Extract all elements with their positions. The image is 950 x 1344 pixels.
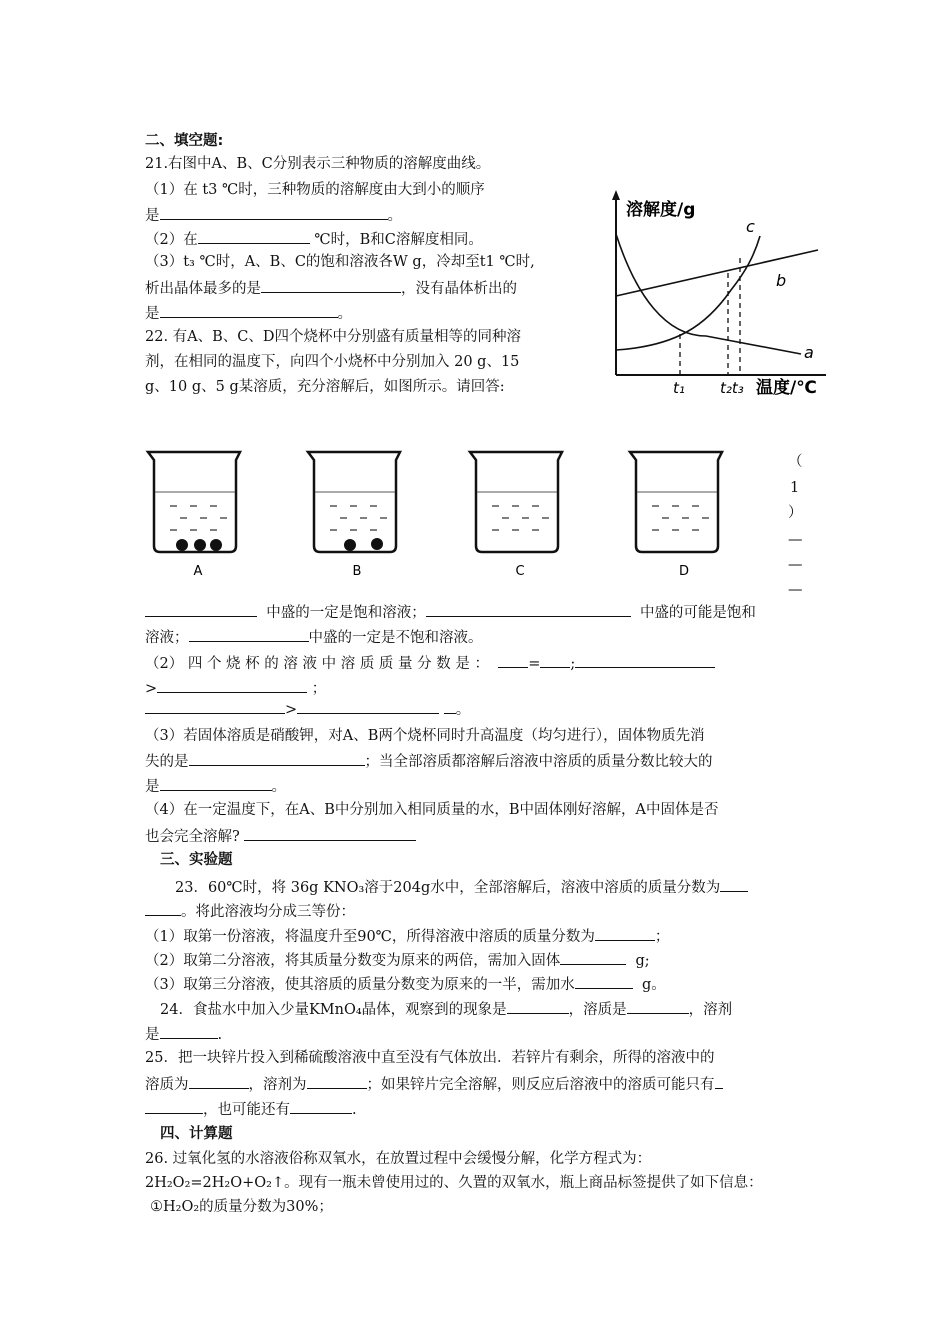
t1-label: t₁	[673, 379, 685, 397]
answer-blank[interactable]	[507, 998, 569, 1014]
q22-part2-line1: （2） 四 个 烧 杯 的 溶 液 中 溶 质 质 量 分 数 是 ： = ;	[145, 652, 715, 674]
q21-part2: （2）在 ℃时，B和C溶解度相同。	[145, 228, 483, 250]
q24-line2: 是 .	[145, 1023, 222, 1045]
answer-blank[interactable]	[160, 204, 388, 220]
q22-part1-line2: 溶液； 中盛的一定是不饱和溶液。	[145, 626, 483, 648]
side-mark: ）	[788, 505, 803, 521]
answer-blank[interactable]	[627, 998, 689, 1014]
q26-line1: 26. 过氧化氢的水溶液俗称双氧水，在放置过程中会缓慢分解，化学方程式为：	[145, 1151, 652, 1167]
answer-blank[interactable]	[189, 1073, 249, 1089]
answer-blank[interactable]	[715, 1073, 723, 1089]
answer-blank[interactable]	[244, 825, 416, 841]
answer-blank[interactable]	[160, 302, 338, 318]
answer-blank[interactable]	[261, 277, 401, 293]
answer-blank[interactable]	[540, 652, 570, 668]
beaker-c	[470, 452, 562, 579]
section-2-title: 二、填空题:	[145, 133, 224, 149]
section-4-title: 四、计算题	[160, 1126, 233, 1142]
answer-blank[interactable]	[198, 228, 310, 244]
answer-blank[interactable]	[444, 698, 456, 714]
curve-a-label: a	[804, 343, 814, 362]
q22-part2-line2: > ；	[145, 677, 326, 699]
t2t3-label: t₂t₃	[720, 379, 744, 397]
q22-part4-line1: （4）在一定温度下，在A、B中分别加入相同质量的水，B中固体刚好溶解，A中固体是否	[145, 802, 719, 818]
q24-line1: 24．食盐水中加入少量KMnO₄晶体，观察到的现象是 ，溶质是 ，溶剂	[160, 998, 732, 1020]
curve-b-label: b	[776, 271, 787, 290]
answer-blank[interactable]	[307, 1073, 367, 1089]
beaker-b	[308, 452, 400, 579]
answer-blank[interactable]	[595, 925, 655, 941]
answer-blank[interactable]	[720, 876, 748, 892]
q22-part3-line3: 是 。	[145, 775, 286, 797]
q21-intro: 21.右图中A、B、C分别表示三种物质的溶解度曲线。	[145, 156, 491, 172]
curve-c-label: c	[746, 217, 755, 236]
answer-blank[interactable]	[297, 698, 439, 714]
q21-part3-line2: 析出晶体最多的是 ，没有晶体析出的	[145, 277, 517, 299]
section-3-title: 三、实验题	[160, 852, 233, 868]
answer-blank[interactable]	[145, 601, 257, 617]
answer-blank[interactable]	[426, 601, 631, 617]
q22-part2-line3: > 。	[145, 698, 470, 720]
q22-line1: 22. 有A、B、C、D四个烧杯中分别盛有质量相等的同种溶	[145, 329, 522, 345]
y-axis-arrow	[612, 190, 620, 200]
q23-line2: 。将此溶液均分成三等份：	[145, 900, 355, 922]
beaker-label: D	[678, 564, 690, 579]
q23-line1: 23．60℃时，将 36g KNO₃溶于204g水中，全部溶解后，溶液中溶质的质量分数为	[175, 876, 748, 898]
answer-blank[interactable]	[160, 1023, 218, 1039]
answer-blank[interactable]	[145, 1098, 203, 1114]
q21-part3-text: （3）t₃ ℃时，A、B、C的饱和溶液各W g，冷却至t1 ℃时,	[145, 254, 535, 270]
beaker-label: A	[193, 564, 203, 579]
answer-blank[interactable]	[575, 973, 633, 989]
curve-a	[616, 234, 801, 354]
side-mark: —	[788, 582, 803, 598]
q21-part3-line3: 是 。	[145, 302, 352, 324]
beakers-figure	[140, 448, 760, 580]
beaker-a	[148, 452, 240, 579]
beaker-d	[630, 452, 722, 579]
curve-b	[616, 250, 818, 296]
beaker-label: B	[352, 564, 362, 579]
q26-line3: ①H₂O₂的质量分数为30%；	[150, 1199, 333, 1215]
side-mark: 1	[790, 480, 800, 496]
q22-line3: g、10 g、5 g某溶质，充分溶解后，如图所示。请回答:	[145, 379, 505, 395]
q25-line3: ，也可能还有 .	[145, 1098, 357, 1120]
side-mark: （	[788, 454, 803, 470]
answer-blank[interactable]	[145, 900, 181, 916]
q23-part1: （1）取第一份溶液，将温度升至90℃，所得溶液中溶质的质量分数为 ；	[145, 925, 669, 947]
answer-blank[interactable]	[575, 652, 715, 668]
answer-blank[interactable]	[498, 652, 528, 668]
q25-line1: 25．把一块锌片投入到稀硫酸溶液中直至没有气体放出．若锌片有剩余，所得的溶液中的	[145, 1050, 715, 1066]
q23-part3: （3）取第三分溶液，使其溶质的质量分数变为原来的一半，需加水 g。	[145, 973, 666, 995]
solubility-chart	[596, 186, 840, 398]
q22-line2: 剂，在相同的温度下，向四个小烧杯中分别加入 20 g、15	[145, 354, 520, 370]
beaker-label: C	[515, 564, 525, 579]
q22-part3-line2: 失的是 ；当全部溶质都溶解后溶液中溶质的质量分数比较大的	[145, 750, 713, 772]
answer-blank[interactable]	[160, 775, 272, 791]
q25-line2: 溶质为 ，溶剂为 ；如果锌片完全溶解，则反应后溶液中的溶质可能只有	[145, 1073, 723, 1095]
q26-line2: 2H₂O₂=2H₂O+O₂↑。现有一瓶未曾使用过的、久置的双氧水，瓶上商品标签提供了如下信息：	[145, 1175, 763, 1191]
answer-blank[interactable]	[157, 677, 307, 693]
y-axis-label: 溶解度/g	[626, 200, 696, 220]
q21-part1-text: （1）在 t3 ℃时，三种物质的溶解度由大到小的顺序	[145, 182, 485, 198]
side-mark: —	[788, 532, 803, 548]
q21-part1-answer-line: 是 。	[145, 204, 402, 226]
answer-blank[interactable]	[560, 949, 626, 965]
answer-blank[interactable]	[189, 750, 365, 766]
answer-blank[interactable]	[189, 626, 309, 642]
side-mark: —	[788, 557, 803, 573]
answer-blank[interactable]	[145, 698, 285, 714]
q22-part4-line2: 也会完全溶解?	[145, 825, 416, 847]
q23-part2: （2）取第二分溶液，将其质量分数变为原来的两倍，需加入固体 g;	[145, 949, 650, 971]
q22-part3-line1: （3）若固体溶质是硝酸钾，对A、B两个烧杯同时升高温度（均匀进行），固体物质先消	[145, 728, 705, 744]
answer-blank[interactable]	[290, 1098, 352, 1114]
x-axis-label: 温度/℃	[756, 378, 817, 398]
q22-part1-line1: 中盛的一定是饱和溶液； 中盛的可能是饱和	[145, 601, 756, 623]
